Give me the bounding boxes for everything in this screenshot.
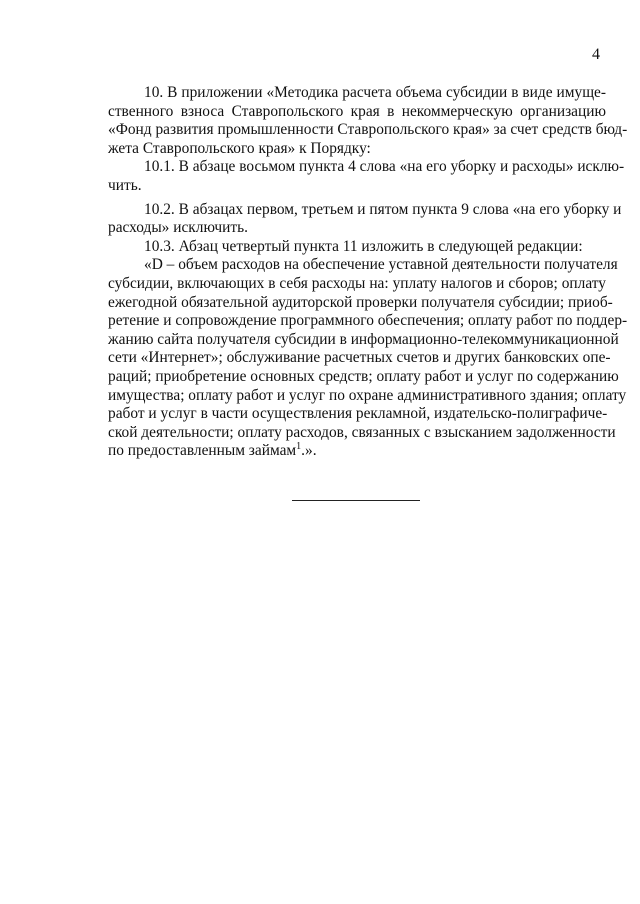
- footnote-marker: 1: [296, 441, 302, 453]
- closing-punctuation: .».: [301, 442, 317, 460]
- document-body: [108, 84, 628, 461]
- text-line: ежегодной обязательной аудиторской проверки получателя субсидии; приоб-: [108, 293, 613, 311]
- text-line: работ и услуг в части осуществления рекламной, издательско-полиграфиче-: [108, 405, 608, 423]
- text-line-last: [108, 442, 606, 461]
- text-line: ской деятельности; оплату расходов, связанных с взысканием задолженности: [108, 423, 616, 441]
- paragraph-item-10-2: [108, 200, 622, 238]
- text-line: имущества; оплату работ и услуг по охране административного здания; оплату: [108, 386, 627, 404]
- quoted-definition: [108, 256, 628, 461]
- paragraph-item-10: [108, 84, 628, 158]
- text-line: «Фонд развития промышленности Ставропольского края» за счет средств бюд-: [108, 121, 628, 139]
- text-line: 10.1. В абзаце восьмом пункта 4 слова «на его уборку и расходы» исклю-: [144, 158, 625, 176]
- paragraph-item-10-1: [108, 158, 625, 195]
- text-line: «D – объем расходов на обеспечение уставной деятельности получателя: [144, 256, 618, 274]
- paragraph-item-10-3: [108, 238, 606, 257]
- page-number: 4: [592, 46, 600, 63]
- text-line: 10. В приложении «Методика расчета объема субсидии в виде имуще-: [144, 84, 606, 101]
- text-line: раций; приобретение основных средств; оплату работ и услуг по содержанию: [108, 367, 619, 385]
- text-line: ретение и сопровождение программного обеспечения; оплату работ по поддер-: [108, 312, 628, 330]
- text-line: жанию сайта получателя субсидии в информационно-телекоммуникационной: [108, 330, 619, 348]
- text-line: сети «Интернет»; обслуживание расчетных счетов и других банковских опе-: [108, 349, 611, 367]
- text-line: субсидии, включающих в себя расходы на: уплату налогов и сборов; оплату: [108, 274, 606, 292]
- text-line: 10.3. Абзац четвертый пункта 11 изложить в следующей редакции:: [144, 237, 583, 255]
- text-line: 10.2. В абзацах первом, третьем и пятом пункта 9 слова «на его уборку и: [144, 200, 622, 218]
- end-of-text-divider: [292, 500, 420, 501]
- text-line: чить.: [108, 176, 142, 194]
- text-line: расходы» исключить.: [108, 219, 248, 237]
- text-line: ственного взноса Ставропольского края в некоммерческую организацию: [108, 102, 606, 120]
- last-line-text: по предоставленным займам: [108, 442, 297, 460]
- text-line: жета Ставропольского края» к Порядку:: [108, 139, 371, 157]
